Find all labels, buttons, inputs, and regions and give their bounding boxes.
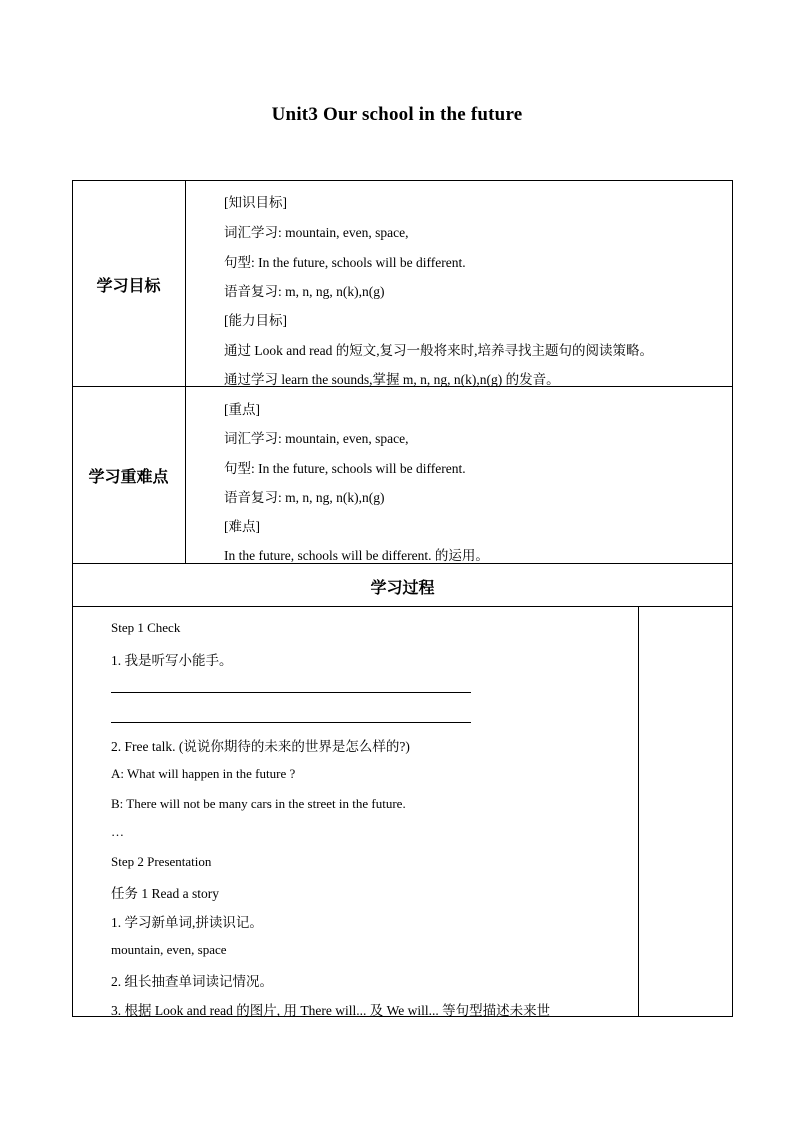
difficulties-line: In the future, schools will be different. 的运用。 xyxy=(224,548,489,563)
goals-line: 词汇学习: mountain, even, space, xyxy=(224,225,409,240)
difficulties-line: 语音复习: m, n, ng, n(k),n(g) xyxy=(224,490,385,505)
difficulties-label: 学习重难点 xyxy=(88,467,169,486)
process-line: … xyxy=(111,824,124,839)
goals-line: 句型: In the future, schools will be different. xyxy=(224,255,466,270)
goals-line: [知识目标] xyxy=(224,195,287,210)
difficulties-line: 句型: In the future, schools will be different. xyxy=(224,461,466,476)
process-line: 1. 学习新单词,拼读识记。 xyxy=(111,915,263,930)
process-line: 1. 我是听写小能手。 xyxy=(111,653,233,668)
process-heading: 学习过程 xyxy=(370,578,435,597)
table-divider xyxy=(185,180,186,563)
dictation-blank-line xyxy=(111,722,471,723)
difficulties-line: [重点] xyxy=(224,402,260,417)
process-line: Step 1 Check xyxy=(111,620,181,635)
process-line: 任务 1 Read a story xyxy=(111,886,219,901)
goals-line: 通过学习 learn the sounds,掌握 m, n, ng, n(k),n(g) 的发音。 xyxy=(224,372,560,387)
table-divider xyxy=(638,606,639,1017)
process-line: Step 2 Presentation xyxy=(111,854,212,869)
goals-line: 语音复习: m, n, ng, n(k),n(g) xyxy=(224,284,385,299)
goals-label: 学习目标 xyxy=(96,276,161,295)
document-title: Unit3 Our school in the future xyxy=(271,104,523,125)
goals-line: 通过 Look and read 的短文,复习一般将来时,培养寻找主题句的阅读策略。 xyxy=(224,343,653,358)
dictation-blank-line xyxy=(111,692,471,693)
difficulties-line: [难点] xyxy=(224,519,260,534)
difficulties-line: 词汇学习: mountain, even, space, xyxy=(224,431,409,446)
process-line: B: There will not be many cars in the street in the future. xyxy=(111,796,406,811)
process-line: mountain, even, space xyxy=(111,942,227,957)
process-line: 2. Free talk. (说说你期待的未来的世界是怎么样的?) xyxy=(111,739,410,754)
table-divider xyxy=(72,606,733,607)
process-line: 3. 根据 Look and read 的图片, 用 There will... 及 We will... 等句型描述未来世 xyxy=(111,1003,551,1018)
process-line: A: What will happen in the future ? xyxy=(111,766,296,781)
goals-line: [能力目标] xyxy=(224,313,287,328)
process-line: 2. 组长抽查单词读记情况。 xyxy=(111,974,273,989)
